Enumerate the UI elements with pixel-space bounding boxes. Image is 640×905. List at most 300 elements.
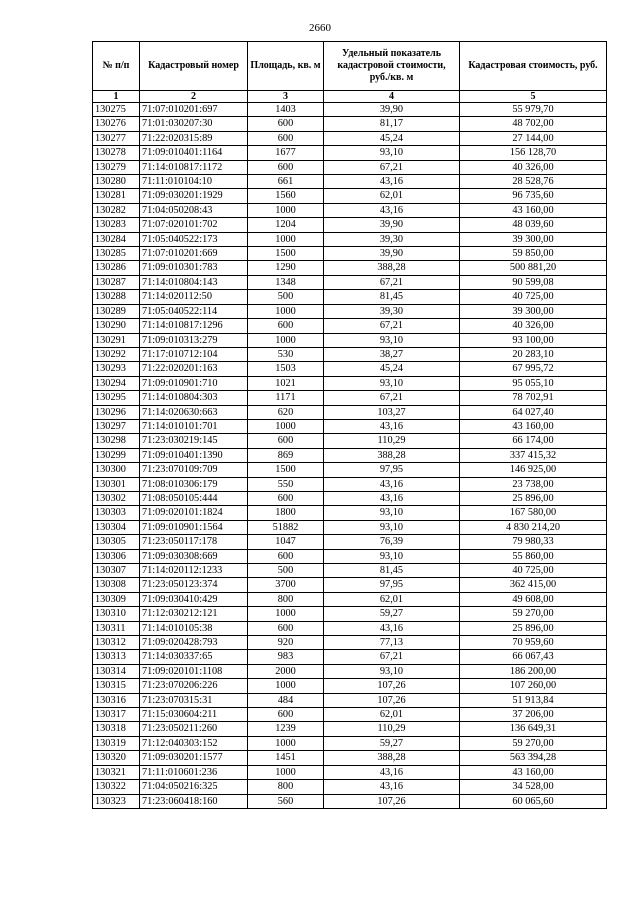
header-row-number: № п/п	[93, 42, 140, 91]
cell-area: 560	[248, 794, 324, 808]
table-row	[93, 794, 607, 808]
cell-row-number: 130283	[93, 218, 140, 232]
cell-cadastral-number: 71:14:010817:1296	[140, 319, 248, 333]
cell-area: 1500	[248, 463, 324, 477]
cell-cadastral-number: 71:09:020101:1108	[140, 664, 248, 678]
cell-cadastral-number: 71:09:010901:710	[140, 376, 248, 390]
cell-specific-value: 43,16	[324, 477, 460, 491]
cell-area: 1000	[248, 607, 324, 621]
cell-area: 550	[248, 477, 324, 491]
cell-specific-value: 76,39	[324, 535, 460, 549]
cell-cadastral-number: 71:09:030308:669	[140, 549, 248, 563]
cell-area: 1800	[248, 506, 324, 520]
header-row	[93, 42, 607, 91]
cell-row-number: 130312	[93, 636, 140, 650]
cell-specific-value: 93,10	[324, 664, 460, 678]
cell-cadastral-value: 337 415,32	[460, 448, 607, 462]
cell-row-number: 130289	[93, 304, 140, 318]
table-row	[93, 736, 607, 750]
cell-specific-value: 59,27	[324, 736, 460, 750]
cell-cadastral-number: 71:23:070315:31	[140, 693, 248, 707]
cell-cadastral-number: 71:14:020112:1233	[140, 564, 248, 578]
cell-cadastral-value: 49 608,00	[460, 592, 607, 606]
cell-cadastral-value: 59 270,00	[460, 736, 607, 750]
cell-cadastral-number: 71:08:010306:179	[140, 477, 248, 491]
cell-area: 600	[248, 491, 324, 505]
table-row	[93, 275, 607, 289]
cell-row-number: 130302	[93, 491, 140, 505]
cell-cadastral-number: 71:09:010901:1564	[140, 520, 248, 534]
cell-area: 1000	[248, 679, 324, 693]
cell-specific-value: 43,16	[324, 621, 460, 635]
cell-cadastral-value: 156 128,70	[460, 146, 607, 160]
cell-specific-value: 81,45	[324, 290, 460, 304]
cell-row-number: 130303	[93, 506, 140, 520]
cell-cadastral-value: 48 702,00	[460, 117, 607, 131]
cell-specific-value: 62,01	[324, 189, 460, 203]
table-row	[93, 477, 607, 491]
cell-row-number: 130294	[93, 376, 140, 390]
cell-specific-value: 62,01	[324, 708, 460, 722]
cell-cadastral-number: 71:09:030410:429	[140, 592, 248, 606]
cell-cadastral-value: 20 283,10	[460, 347, 607, 361]
cell-cadastral-number: 71:09:010301:783	[140, 261, 248, 275]
table-row	[93, 391, 607, 405]
cell-row-number: 130285	[93, 247, 140, 261]
cell-cadastral-value: 93 100,00	[460, 333, 607, 347]
cell-specific-value: 93,10	[324, 506, 460, 520]
cell-area: 1047	[248, 535, 324, 549]
cell-specific-value: 77,13	[324, 636, 460, 650]
cell-cadastral-value: 55 860,00	[460, 549, 607, 563]
table-row	[93, 491, 607, 505]
table-row	[93, 679, 607, 693]
cell-specific-value: 93,10	[324, 520, 460, 534]
cell-area: 1503	[248, 362, 324, 376]
cell-area: 920	[248, 636, 324, 650]
table-header	[93, 42, 607, 103]
cell-row-number: 130295	[93, 391, 140, 405]
cell-area: 1000	[248, 765, 324, 779]
cell-cadastral-value: 25 896,00	[460, 621, 607, 635]
cell-cadastral-value: 79 980,33	[460, 535, 607, 549]
table-row	[93, 549, 607, 563]
cell-cadastral-value: 70 959,60	[460, 636, 607, 650]
cell-cadastral-number: 71:14:010804:143	[140, 275, 248, 289]
cell-specific-value: 67,21	[324, 160, 460, 174]
table-row	[93, 419, 607, 433]
cell-area: 600	[248, 160, 324, 174]
cell-cadastral-number: 71:22:020201:163	[140, 362, 248, 376]
cell-cadastral-number: 71:23:050123:374	[140, 578, 248, 592]
cell-cadastral-value: 37 206,00	[460, 708, 607, 722]
cell-cadastral-value: 23 738,00	[460, 477, 607, 491]
cell-specific-value: 97,95	[324, 578, 460, 592]
cell-row-number: 130305	[93, 535, 140, 549]
cell-cadastral-value: 59 850,00	[460, 247, 607, 261]
table-row	[93, 578, 607, 592]
table-row	[93, 131, 607, 145]
column-number: 1	[93, 91, 140, 103]
cell-cadastral-number: 71:09:020101:1824	[140, 506, 248, 520]
cell-specific-value: 67,21	[324, 275, 460, 289]
cell-specific-value: 388,28	[324, 448, 460, 462]
cell-row-number: 130291	[93, 333, 140, 347]
cell-area: 1500	[248, 247, 324, 261]
cell-area: 1000	[248, 419, 324, 433]
cell-area: 983	[248, 650, 324, 664]
cell-row-number: 130276	[93, 117, 140, 131]
cell-cadastral-value: 500 881,20	[460, 261, 607, 275]
cell-area: 484	[248, 693, 324, 707]
cell-cadastral-value: 39 300,00	[460, 304, 607, 318]
cell-row-number: 130313	[93, 650, 140, 664]
cell-row-number: 130296	[93, 405, 140, 419]
cell-cadastral-value: 51 913,84	[460, 693, 607, 707]
cell-specific-value: 97,95	[324, 463, 460, 477]
cell-cadastral-value: 40 725,00	[460, 290, 607, 304]
cell-area: 600	[248, 549, 324, 563]
cell-cadastral-number: 71:23:070206:226	[140, 679, 248, 693]
page-number: 2660	[309, 22, 331, 34]
cell-cadastral-value: 136 649,31	[460, 722, 607, 736]
cell-area: 600	[248, 117, 324, 131]
cell-row-number: 130286	[93, 261, 140, 275]
header-area: Площадь, кв. м	[248, 42, 324, 91]
table-row	[93, 232, 607, 246]
cell-cadastral-value: 34 528,00	[460, 780, 607, 794]
cell-cadastral-value: 25 896,00	[460, 491, 607, 505]
table-row	[93, 304, 607, 318]
cell-cadastral-value: 66 067,43	[460, 650, 607, 664]
cell-cadastral-number: 71:09:010401:1164	[140, 146, 248, 160]
table-row	[93, 333, 607, 347]
cell-area: 3700	[248, 578, 324, 592]
cell-area: 1451	[248, 751, 324, 765]
table-row	[93, 247, 607, 261]
cell-row-number: 130279	[93, 160, 140, 174]
cell-cadastral-number: 71:14:020112:50	[140, 290, 248, 304]
table-row	[93, 319, 607, 333]
cell-cadastral-value: 27 144,00	[460, 131, 607, 145]
cell-cadastral-value: 67 995,72	[460, 362, 607, 376]
cell-specific-value: 43,16	[324, 765, 460, 779]
cell-row-number: 130314	[93, 664, 140, 678]
cell-cadastral-number: 71:09:020428:793	[140, 636, 248, 650]
cell-specific-value: 107,26	[324, 794, 460, 808]
cell-area: 1403	[248, 103, 324, 117]
cell-row-number: 130292	[93, 347, 140, 361]
table-row	[93, 290, 607, 304]
cell-row-number: 130321	[93, 765, 140, 779]
table-row	[93, 751, 607, 765]
cell-specific-value: 107,26	[324, 679, 460, 693]
header-cadastral-number: Кадастровый номер	[140, 42, 248, 91]
cell-cadastral-number: 71:23:050211:260	[140, 722, 248, 736]
cell-specific-value: 103,27	[324, 405, 460, 419]
table-row	[93, 146, 607, 160]
table-row	[93, 708, 607, 722]
cell-specific-value: 39,30	[324, 232, 460, 246]
table-row	[93, 564, 607, 578]
cell-area: 1348	[248, 275, 324, 289]
cell-row-number: 130278	[93, 146, 140, 160]
table-row	[93, 636, 607, 650]
cell-area: 500	[248, 564, 324, 578]
cell-specific-value: 107,26	[324, 693, 460, 707]
cell-cadastral-value: 40 725,00	[460, 564, 607, 578]
cell-cadastral-value: 4 830 214,20	[460, 520, 607, 534]
table-row	[93, 434, 607, 448]
cell-area: 1560	[248, 189, 324, 203]
table-row	[93, 765, 607, 779]
table-row	[93, 117, 607, 131]
header-specific-value: Удельный показатель кадастровой стоимости, руб./кв. м	[324, 42, 460, 91]
cell-row-number: 130281	[93, 189, 140, 203]
table-row	[93, 405, 607, 419]
cell-row-number: 130323	[93, 794, 140, 808]
cell-specific-value: 43,16	[324, 175, 460, 189]
cell-specific-value: 93,10	[324, 549, 460, 563]
cell-specific-value: 81,17	[324, 117, 460, 131]
column-number: 4	[324, 91, 460, 103]
cell-specific-value: 93,10	[324, 146, 460, 160]
cell-area: 661	[248, 175, 324, 189]
cell-area: 500	[248, 290, 324, 304]
cell-cadastral-value: 90 599,08	[460, 275, 607, 289]
table-row	[93, 535, 607, 549]
cell-row-number: 130275	[93, 103, 140, 117]
cell-row-number: 130318	[93, 722, 140, 736]
cell-row-number: 130284	[93, 232, 140, 246]
table-row	[93, 520, 607, 534]
column-number-row	[93, 91, 607, 103]
cell-cadastral-value: 78 702,91	[460, 391, 607, 405]
cell-specific-value: 39,90	[324, 247, 460, 261]
cell-cadastral-number: 71:04:050208:43	[140, 203, 248, 217]
cell-row-number: 130310	[93, 607, 140, 621]
cell-specific-value: 67,21	[324, 319, 460, 333]
table-row	[93, 376, 607, 390]
cell-cadastral-number: 71:14:030337:65	[140, 650, 248, 664]
cell-row-number: 130288	[93, 290, 140, 304]
cell-specific-value: 62,01	[324, 592, 460, 606]
table-row	[93, 650, 607, 664]
cell-cadastral-number: 71:23:050117:178	[140, 535, 248, 549]
cell-row-number: 130287	[93, 275, 140, 289]
table-row	[93, 218, 607, 232]
cell-specific-value: 45,24	[324, 362, 460, 376]
cell-cadastral-number: 71:11:010104:10	[140, 175, 248, 189]
cell-area: 1171	[248, 391, 324, 405]
cell-cadastral-number: 71:07:020101:702	[140, 218, 248, 232]
cell-cadastral-value: 66 174,00	[460, 434, 607, 448]
cell-cadastral-value: 362 415,00	[460, 578, 607, 592]
cell-row-number: 130299	[93, 448, 140, 462]
cell-cadastral-number: 71:14:010804:303	[140, 391, 248, 405]
cell-row-number: 130298	[93, 434, 140, 448]
cell-area: 1021	[248, 376, 324, 390]
cell-cadastral-number: 71:23:060418:160	[140, 794, 248, 808]
cell-cadastral-number: 71:04:050216:325	[140, 780, 248, 794]
table-row	[93, 448, 607, 462]
cell-cadastral-value: 64 027,40	[460, 405, 607, 419]
cell-cadastral-number: 71:12:030212:121	[140, 607, 248, 621]
cell-specific-value: 110,29	[324, 722, 460, 736]
cell-row-number: 130307	[93, 564, 140, 578]
cell-area: 1000	[248, 304, 324, 318]
column-number: 2	[140, 91, 248, 103]
cell-row-number: 130300	[93, 463, 140, 477]
cell-area: 800	[248, 780, 324, 794]
cell-cadastral-number: 71:14:010101:701	[140, 419, 248, 433]
cell-cadastral-number: 71:23:030219:145	[140, 434, 248, 448]
header-cadastral-value: Кадастровая стоимость, руб.	[460, 42, 607, 91]
cell-area: 600	[248, 131, 324, 145]
cell-area: 600	[248, 434, 324, 448]
cell-cadastral-value: 39 300,00	[460, 232, 607, 246]
cell-row-number: 130280	[93, 175, 140, 189]
cell-row-number: 130316	[93, 693, 140, 707]
cell-row-number: 130293	[93, 362, 140, 376]
cell-cadastral-number: 71:09:010313:279	[140, 333, 248, 347]
cell-row-number: 130322	[93, 780, 140, 794]
cell-specific-value: 59,27	[324, 607, 460, 621]
cell-specific-value: 45,24	[324, 131, 460, 145]
cell-cadastral-number: 71:08:050105:444	[140, 491, 248, 505]
cell-cadastral-number: 71:12:040303:152	[140, 736, 248, 750]
cell-cadastral-number: 71:09:030201:1929	[140, 189, 248, 203]
cell-cadastral-value: 60 065,60	[460, 794, 607, 808]
cell-cadastral-value: 55 979,70	[460, 103, 607, 117]
table-body	[93, 103, 607, 809]
cell-area: 600	[248, 708, 324, 722]
cell-area: 1000	[248, 232, 324, 246]
cell-row-number: 130304	[93, 520, 140, 534]
cell-cadastral-number: 71:11:010601:236	[140, 765, 248, 779]
table-row	[93, 189, 607, 203]
cell-cadastral-number: 71:09:030201:1577	[140, 751, 248, 765]
table-row	[93, 175, 607, 189]
table-row	[93, 722, 607, 736]
cell-specific-value: 67,21	[324, 650, 460, 664]
cell-cadastral-number: 71:09:010401:1390	[140, 448, 248, 462]
cell-cadastral-value: 43 160,00	[460, 419, 607, 433]
cell-cadastral-value: 40 326,00	[460, 319, 607, 333]
table-row	[93, 592, 607, 606]
cell-specific-value: 39,90	[324, 103, 460, 117]
cell-cadastral-number: 71:07:010201:697	[140, 103, 248, 117]
cell-area: 620	[248, 405, 324, 419]
cell-specific-value: 39,90	[324, 218, 460, 232]
table-row	[93, 621, 607, 635]
cell-area: 1000	[248, 736, 324, 750]
cell-area: 1677	[248, 146, 324, 160]
cell-area: 51882	[248, 520, 324, 534]
cell-cadastral-value: 96 735,60	[460, 189, 607, 203]
cell-cadastral-number: 71:23:070109:709	[140, 463, 248, 477]
column-number: 3	[248, 91, 324, 103]
cell-area: 1204	[248, 218, 324, 232]
cell-cadastral-number: 71:14:010817:1172	[140, 160, 248, 174]
table-row	[93, 664, 607, 678]
cell-cadastral-value: 28 528,76	[460, 175, 607, 189]
cell-row-number: 130282	[93, 203, 140, 217]
cell-row-number: 130319	[93, 736, 140, 750]
cell-cadastral-number: 71:05:040522:114	[140, 304, 248, 318]
cell-specific-value: 67,21	[324, 391, 460, 405]
cell-cadastral-value: 95 055,10	[460, 376, 607, 390]
cell-area: 600	[248, 621, 324, 635]
cell-cadastral-value: 48 039,60	[460, 218, 607, 232]
table-row	[93, 103, 607, 117]
cell-cadastral-value: 43 160,00	[460, 765, 607, 779]
cell-cadastral-value: 107 260,00	[460, 679, 607, 693]
cell-cadastral-value: 146 925,00	[460, 463, 607, 477]
table-row	[93, 463, 607, 477]
cell-cadastral-number: 71:22:020315:89	[140, 131, 248, 145]
table-row	[93, 160, 607, 174]
cell-area: 869	[248, 448, 324, 462]
cell-cadastral-number: 71:15:030604:211	[140, 708, 248, 722]
table-row	[93, 506, 607, 520]
table-row	[93, 347, 607, 361]
cell-cadastral-value: 563 394,28	[460, 751, 607, 765]
table-row	[93, 261, 607, 275]
cadastral-table	[92, 41, 607, 809]
cell-row-number: 130277	[93, 131, 140, 145]
table-row	[93, 693, 607, 707]
cell-row-number: 130301	[93, 477, 140, 491]
cell-specific-value: 43,16	[324, 491, 460, 505]
cell-row-number: 130290	[93, 319, 140, 333]
cell-specific-value: 388,28	[324, 751, 460, 765]
cell-cadastral-value: 186 200,00	[460, 664, 607, 678]
column-number: 5	[460, 91, 607, 103]
cell-specific-value: 388,28	[324, 261, 460, 275]
cell-row-number: 130297	[93, 419, 140, 433]
cell-row-number: 130311	[93, 621, 140, 635]
table-row	[93, 203, 607, 217]
cell-specific-value: 39,30	[324, 304, 460, 318]
cell-area: 2000	[248, 664, 324, 678]
cell-specific-value: 81,45	[324, 564, 460, 578]
cell-area: 1000	[248, 203, 324, 217]
cell-area: 1239	[248, 722, 324, 736]
cell-specific-value: 43,16	[324, 203, 460, 217]
cell-area: 600	[248, 319, 324, 333]
cell-area: 800	[248, 592, 324, 606]
cell-area: 530	[248, 347, 324, 361]
cell-cadastral-value: 167 580,00	[460, 506, 607, 520]
cell-specific-value: 43,16	[324, 780, 460, 794]
table-row	[93, 780, 607, 794]
cell-row-number: 130306	[93, 549, 140, 563]
table-row	[93, 362, 607, 376]
cell-cadastral-value: 59 270,00	[460, 607, 607, 621]
cell-area: 1000	[248, 333, 324, 347]
cell-area: 1290	[248, 261, 324, 275]
cell-row-number: 130315	[93, 679, 140, 693]
cell-cadastral-number: 71:01:030207:30	[140, 117, 248, 131]
cell-cadastral-number: 71:05:040522:173	[140, 232, 248, 246]
cell-specific-value: 38,27	[324, 347, 460, 361]
cell-row-number: 130308	[93, 578, 140, 592]
cell-specific-value: 93,10	[324, 333, 460, 347]
cell-cadastral-number: 71:17:010712:104	[140, 347, 248, 361]
table-row	[93, 607, 607, 621]
cell-cadastral-value: 40 326,00	[460, 160, 607, 174]
